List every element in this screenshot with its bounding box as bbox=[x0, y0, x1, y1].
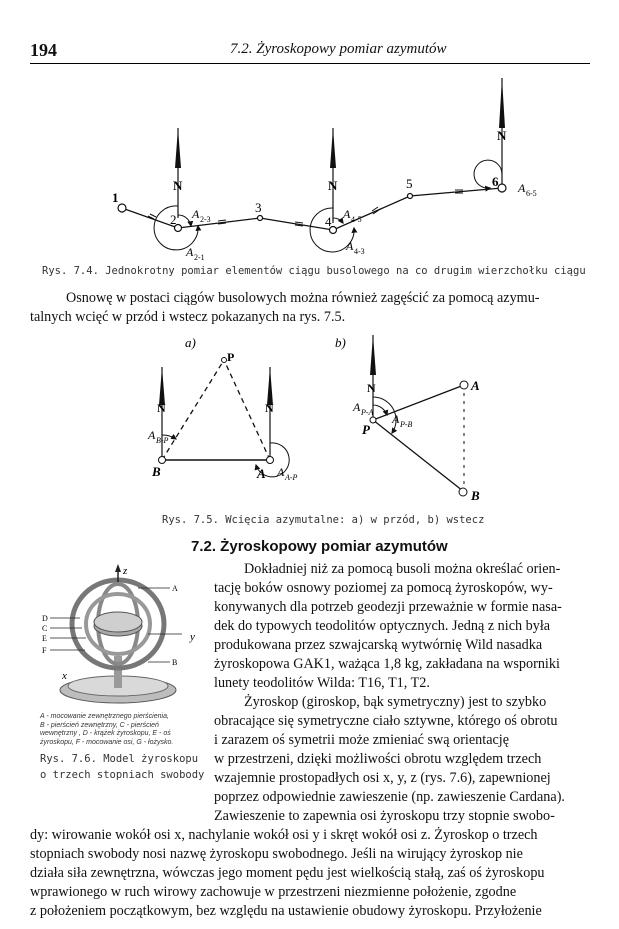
legend-line: A - mocowanie zewnętrznego pierścienia, bbox=[40, 713, 169, 720]
legend-line: wewnętrzny , D - krążek żyroskopu, E - oś bbox=[40, 730, 171, 737]
body-line: żyroskopowa GAK1, ważąca 1,8 kg, zakładana na wsporniki bbox=[214, 656, 560, 672]
figure-7-5-intersection-diagram bbox=[130, 335, 490, 510]
body-line: i zarazem oś symetrii może zmieniać swą orientację bbox=[214, 732, 510, 748]
body-line: dek do typowych teodolitów optycznych. Jedną z nich była bbox=[214, 618, 551, 634]
body-line: dy: wirowanie wokół osi x, nachylanie wokół osi y i skręt wokół osi z. Żyroskop o trzech bbox=[30, 827, 538, 843]
body-line: obracające się symetryczne ciało sztywne, którego oś obrotu bbox=[214, 713, 558, 729]
angle-label-a: A bbox=[192, 207, 200, 221]
intro-line-2: talnych wcięć w przód i wstecz pokazanych na rys. 7.5. bbox=[30, 309, 346, 325]
point-a-label-b: A bbox=[471, 378, 480, 393]
body-line: Żyroskop (giroskop, bąk symetryczny) jest to szybko bbox=[244, 694, 547, 710]
angle-arc-2-3 bbox=[178, 215, 191, 226]
angle-label-a: A bbox=[186, 245, 194, 259]
body-line: lunety teodolitów Wilda: T16, T1, T2. bbox=[214, 675, 430, 691]
caption-line: o trzech stopniach swobody bbox=[40, 769, 205, 781]
angle-subscript-2-1: 2-1 bbox=[194, 253, 205, 262]
traverse-line bbox=[122, 188, 502, 230]
point-b-label-b: B bbox=[471, 488, 480, 503]
point-label-5: 5 bbox=[406, 176, 413, 191]
point-label-2: 2 bbox=[170, 212, 177, 227]
north-arrow-4 bbox=[330, 128, 336, 223]
legend-line: żyroskopu, F - mocowanie osi, G - łożysko. bbox=[40, 738, 174, 746]
angle-label-a: A bbox=[518, 181, 526, 195]
axis-y-label: y bbox=[190, 631, 195, 643]
body-line: tację boków osnowy poziomej za pomocą żyroskopów, wy- bbox=[214, 580, 553, 596]
label-e: E bbox=[42, 634, 47, 643]
panel-b-label: b) bbox=[335, 335, 346, 350]
figure-7-4-caption: Rys. 7.4. Jednokrotny pomiar elementów ciągu busolowego na co drugim wierzchołku ciągu bbox=[42, 265, 586, 277]
angle-subscript-a-p: A-P bbox=[285, 473, 298, 482]
angle-label-a-bp: A bbox=[148, 428, 156, 442]
north-arrow-2 bbox=[175, 128, 181, 218]
point-label-4: 4 bbox=[325, 214, 332, 229]
body-line: działa siła zewnętrzna, wówczas jego moment pędu jest wielkością stałą, zaś oś żyroskopu bbox=[30, 865, 545, 881]
point-label-3: 3 bbox=[255, 200, 262, 215]
angle-subscript-p-a: P-A bbox=[361, 408, 374, 417]
label-a: A bbox=[172, 584, 178, 593]
point-p-label-b: P bbox=[362, 422, 370, 437]
panel-a-label: a) bbox=[185, 335, 196, 350]
legend-line: B - pierścień zewnętrzny, C - pierścień bbox=[40, 721, 159, 729]
north-label-a: N bbox=[265, 401, 274, 415]
north-label-2: N bbox=[173, 178, 183, 193]
caption-line: Rys. 7.6. Model żyroskopu bbox=[40, 753, 199, 765]
figure-7-5-caption: Rys. 7.5. Wcięcia azymutalne: a) w przód, b) wstecz bbox=[162, 514, 485, 526]
figure-7-4-traverse-diagram bbox=[100, 78, 570, 268]
north-label-4: N bbox=[328, 178, 338, 193]
body-line: z położeniem początkowym, bez względu na ustawienie obudowy żyroskopu. Przyłożenie bbox=[30, 903, 542, 919]
body-line: Zawieszenie to zapewnia osi żyroskopu trzy stopnie swobo- bbox=[214, 808, 555, 824]
point-label-6: 6 bbox=[492, 174, 499, 189]
angle-subscript-b-p: B-P bbox=[156, 436, 169, 445]
page-number: 194 bbox=[30, 40, 57, 60]
point-b-label: B bbox=[152, 464, 161, 479]
point-a-label: A bbox=[257, 466, 266, 481]
figure-7-6-legend bbox=[40, 713, 200, 747]
figure-7-6-caption bbox=[40, 751, 204, 783]
point-label-1: 1 bbox=[112, 190, 119, 205]
angle-subscript-p-b: P-B bbox=[400, 420, 413, 429]
body-line: Dokładniej niż za pomocą busoli można określać orien- bbox=[244, 561, 561, 577]
body-line: poprzez odpowiednie zawieszenie (np. zawieszenie Cardana). bbox=[214, 789, 565, 805]
angle-subscript-4-3: 4-3 bbox=[354, 247, 365, 256]
north-label-6: N bbox=[497, 128, 507, 143]
section-heading: 7.2. Żyroskopowy pomiar azymutów bbox=[191, 538, 448, 555]
body-line: konywanych dla potrzeb geodezji przeważnie w formie nasa- bbox=[214, 599, 562, 615]
body-text-wrapped bbox=[214, 560, 590, 826]
body-line: produkowana przez szwajcarską wytwórnię Wild nasadka bbox=[214, 637, 543, 653]
north-label-p: N bbox=[367, 381, 376, 395]
angle-subscript-2-3: 2-3 bbox=[200, 215, 211, 224]
label-b: B bbox=[172, 658, 178, 667]
body-line: w przestrzeni, dzięki możliwości obrotu względem trzech bbox=[214, 751, 542, 767]
point-p-label: P bbox=[227, 350, 235, 364]
label-c: C bbox=[42, 624, 48, 633]
north-label-b: N bbox=[157, 401, 166, 415]
label-f: F bbox=[42, 646, 47, 655]
angle-arc-4-5 bbox=[333, 218, 343, 223]
body-line: wprawionego w ruch wirowy zachowuje w przestrzeni niezmienne położenie, zgodne bbox=[30, 884, 517, 900]
angle-subscript-6-5: 6-5 bbox=[526, 189, 537, 198]
angle-label-p-a: A bbox=[353, 400, 361, 414]
intro-line-1: Osnowę w postaci ciągów busolowych można również zagęścić za pomocą azymu- bbox=[66, 290, 540, 306]
body-line: stopniach swobody nosi nazwę żyroskopu swobodnego. Jeśli na wirujący żyroskop nie bbox=[30, 846, 523, 862]
label-d: D bbox=[42, 614, 48, 623]
figure-7-6-gyroscope-model bbox=[30, 562, 205, 712]
axis-x-label: x bbox=[62, 670, 67, 682]
axis-z-label: z bbox=[123, 565, 128, 577]
angle-label-a-ap: A bbox=[277, 465, 285, 479]
body-text-full bbox=[30, 826, 592, 921]
angle-label-p-b: A bbox=[392, 412, 400, 426]
angle-label-a: A bbox=[346, 239, 354, 253]
header-rule bbox=[30, 63, 590, 64]
angle-subscript-4-5: 4-5 bbox=[351, 215, 362, 224]
body-line: wzajemnie prostopadłych osi x, y, z (rys. 7.6), zapewnionej bbox=[214, 770, 551, 786]
angle-label-a: A bbox=[343, 207, 351, 221]
running-title: 7.2. Żyroskopowy pomiar azymutów bbox=[230, 41, 447, 57]
